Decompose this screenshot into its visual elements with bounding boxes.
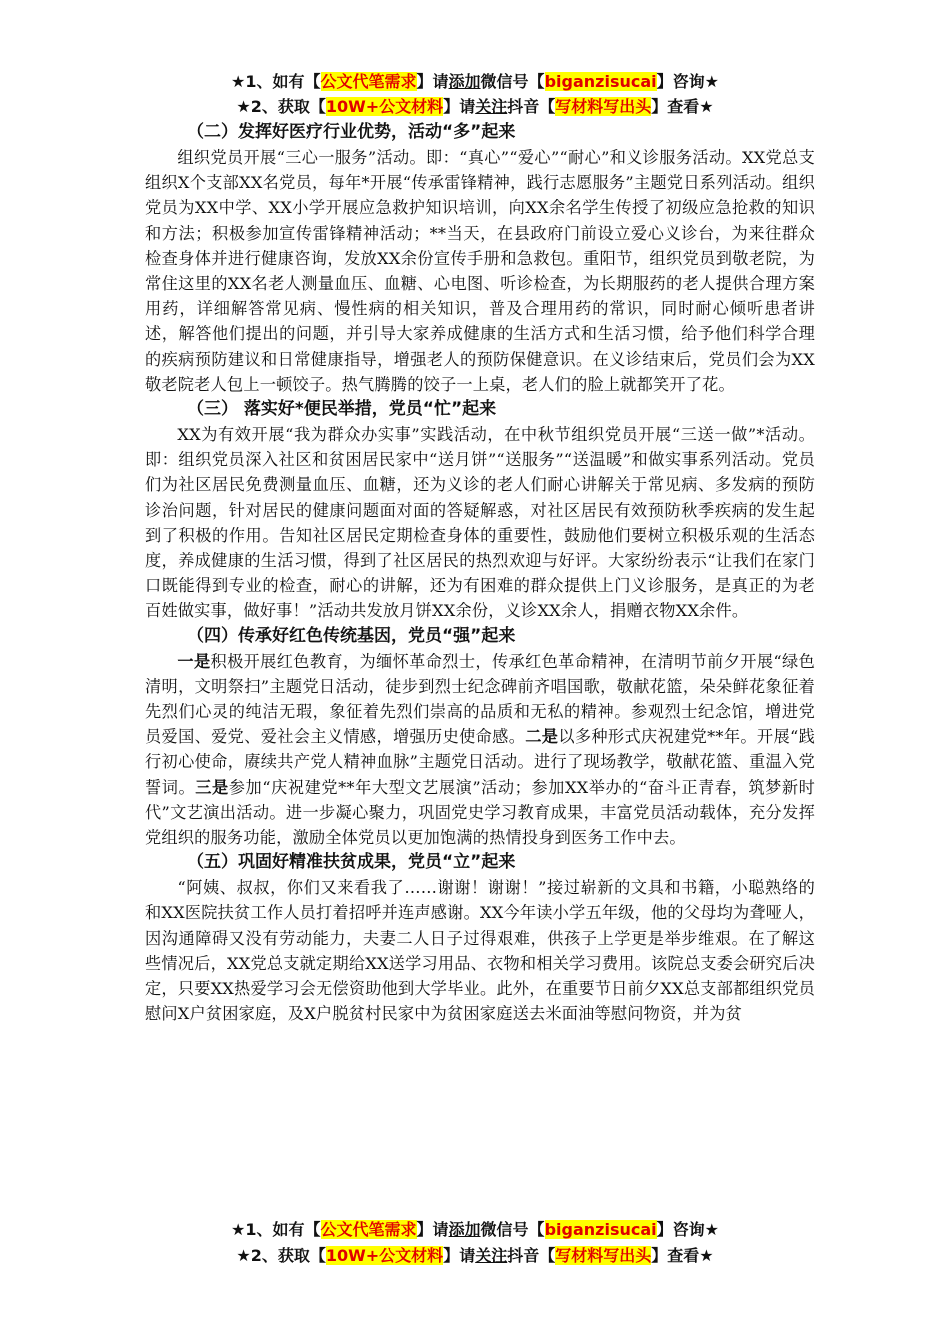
banner-text: 】查看★	[651, 97, 714, 116]
banner-highlight: 公文代笔需求	[320, 72, 417, 91]
promo-banner-top-line-1	[0, 70, 950, 94]
section-3-paragraph: XX为有效开展“我为群众办实事”实践活动，在中秋节组织党员开展“三送一做”*活动。即：组织党员深入社区和贫困居民家中“送月饼”“送服务”“送温暖”和做实事系列活动。党员们为社区居民免费测量血压、血糖，还为义诊的老人们耐心讲解关于常见病、多发病的预防诊治问题，针对居民的健康问题面对面的答疑解惑，对社区居民有效预防秋季疾病的发生起到了积极的作用。告知社区居民定期检查身体的重要性，鼓励他们要树立积极乐观的生活态度，养成健康的生活习惯，得到了社区居民的热烈欢迎与好评。大家纷纷表示“让我们在家门口既能得到专业的检查，耐心的讲解，还为有困难的群众提供上门义诊服务，是真正的为老百姓做实事，做好事！”活动共发放月饼XX余份，义诊XX余人，捐赠衣物XX余件。	[145, 425, 815, 621]
section-5-paragraph: “阿姨、叔叔，你们又来看我了……谢谢！谢谢！”接过崭新的文具和书籍，小聪熟络的和XX医院扶贫工作人员打着招呼并连声感谢。XX今年读小学五年级，他的父母均为聋哑人，因沟通障碍又没有劳动能力，夫妻二人日子过得艰难，供孩子上学更是举步维艰。在了解这些情况后，XX党总支就定期给XX送学习用品、衣物和相关学习费用。该院总支委会研究后决定，只要XX热爱学习会无偿资助他到大学毕业。此外，在重要节日前夕XX总支部都组织党员慰问X户贫困家庭，及X户脱贫村民家中为贫困家庭送去米面油等慰问物资，并为贫	[145, 878, 815, 1024]
banner-text: 微信号【	[480, 1220, 545, 1239]
banner-underlined: 关注	[475, 97, 508, 116]
banner-highlight: 10W+公文材料	[325, 1246, 444, 1265]
promo-banner-bottom-line-1	[0, 1218, 950, 1242]
section-2-paragraph: 组织党员开展“三心一服务”活动。即：“真心”“爱心”“耐心”和义诊服务活动。XX党总支组织X个支部XX名党员，每年*开展“传承雷锋精神，践行志愿服务”主题党日系列活动。组织党员为XX中学、XX小学开展应急救护知识培训，向XX余名学生传授了初级应急抢救的知识和方法；积极参加宣传雷锋精神活动；**当天，在县政府门前设立爱心义诊台，为来往群众检查身体并进行健康咨询，发放XX余份宣传手册和急救包。重阳节，组织党员到敬老院，为常住这里的XX名老人测量血压、血糖、心电图、听诊检查，为长期服药的老人提供合理方案用药，详细解答常见病、慢性病的相关知识，普及合理用药的常识，同时耐心倾听患者讲述，解答他们提出的问题，并引导大家养成健康的生活方式和生活习惯，给予他们科学合理的疾病预防建议和日常健康指导，增强老人的预防保健意识。在义诊结束后，党员们会为XX敬老院老人包上一顿饺子。热气腾腾的饺子一上桌，老人们的脸上就都笑开了花。	[145, 148, 815, 394]
banner-text: 微信号【	[480, 72, 545, 91]
keyword-first: 一是	[177, 651, 211, 671]
banner-text: ★1、如有【	[231, 1220, 321, 1239]
promo-banner-top-line-2	[0, 95, 950, 119]
section-2-heading: （二）发挥好医疗行业优势，活动“多”起来	[187, 122, 516, 142]
banner-highlight: 写材料写出头	[555, 1246, 652, 1265]
banner-highlight: biganzisucai	[544, 72, 657, 91]
section-4-text-2: 以多种形式庆祝建党**年。开展“践行初心使命，赓续共产党人精神血脉”主题党日活动。进行了现场教学，敬献花篮、重温入党誓词。	[145, 727, 815, 797]
banner-highlight: biganzisucai	[544, 1220, 657, 1239]
banner-highlight: 写材料写出头	[555, 97, 652, 116]
banner-text: 】咨询★	[656, 72, 719, 91]
banner-text: ★2、获取【	[236, 1246, 326, 1265]
banner-text: 】请	[443, 1246, 476, 1265]
banner-highlight: 10W+公文材料	[325, 97, 444, 116]
section-5-heading: （五）巩固好精准扶贫成果，党员“立”起来	[187, 852, 516, 873]
banner-underlined: 添加	[448, 72, 481, 91]
banner-text: 】请	[416, 72, 449, 91]
banner-text: ★2、获取【	[236, 97, 326, 116]
section-4-text-3: 参加“庆祝建党**年大型文艺展演”活动；参加XX举办的“奋斗正青春，筑梦新时代”文艺演出活动。进一步凝心聚力，巩固党史学习教育成果，丰富党员活动载体，充分发挥党组织的服务功能，激励全体党员以更加饱满的热情投身到医务工作中去。	[145, 777, 815, 848]
banner-text: 】请	[416, 1220, 449, 1239]
banner-text: 】咨询★	[656, 1220, 719, 1239]
section-4-text-1: 积极开展红色教育，为缅怀革命烈士，传承红色革命精神，在清明节前夕开展“绿色清明，文明祭扫”主题党日活动，徒步到烈士纪念碑前齐唱国歌，敬献花篮，朵朵鲜花象征着先烈们心灵的纯洁无瑕，象征着先烈们崇高的品质和无私的精神。参观烈士纪念馆，增进党员爱国、爱党、爱社会主义情感，增强历史使命感。	[145, 651, 815, 747]
keyword-third: 三是	[195, 777, 229, 797]
section-4-paragraph	[145, 649, 815, 851]
banner-text: 】请	[443, 97, 476, 116]
keyword-second: 二是	[525, 727, 559, 747]
banner-text: 抖音【	[507, 97, 556, 116]
promo-banner-bottom-line-2	[0, 1244, 950, 1268]
banner-underlined: 添加	[448, 1220, 481, 1239]
banner-underlined: 关注	[475, 1246, 508, 1265]
document-body	[145, 120, 815, 1027]
banner-text: 】查看★	[651, 1246, 714, 1265]
banner-text: 抖音【	[507, 1246, 556, 1265]
section-3-heading: （三） 落实好*便民举措，党员“忙”起来	[187, 399, 497, 420]
banner-text: ★1、如有【	[231, 72, 321, 91]
banner-highlight: 公文代笔需求	[320, 1220, 417, 1239]
section-4-heading: （四）传承好红色传统基因，党员“强”起来	[187, 625, 516, 646]
